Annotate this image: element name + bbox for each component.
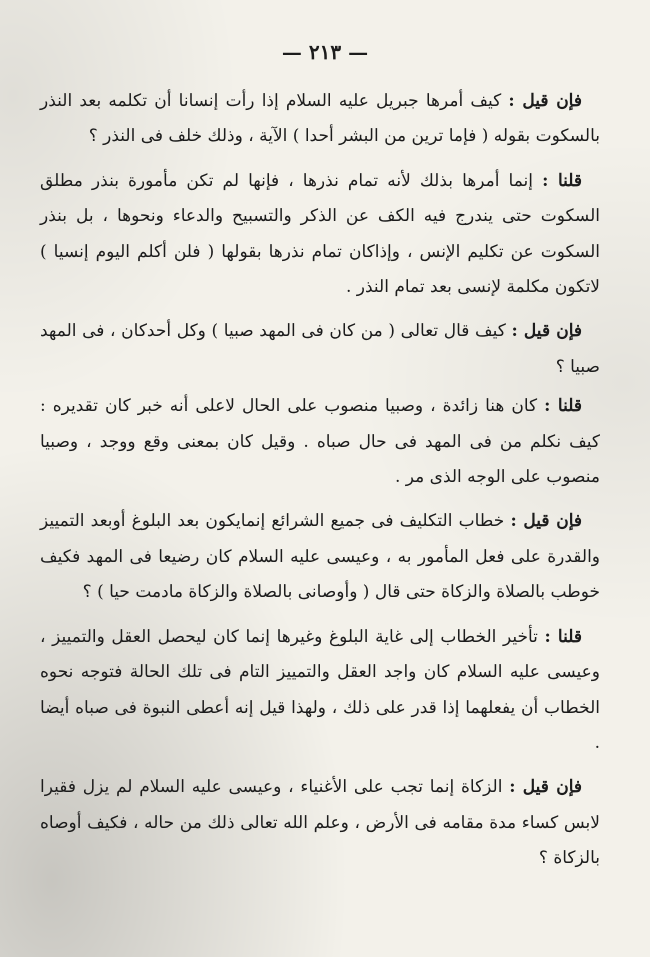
paragraph-text: كيف أمرها جبريل عليه السلام إذا رأت إنسانا أن تكلمه بعد النذر بالسكوت بقوله ( فإما ترين من البشر أحدا ) الآية ، وذلك خلف فى النذر ؟ bbox=[40, 91, 600, 147]
paragraph-text: كان هنا زائدة ، وصبيا منصوب على الحال لاعلى أنه خبر كان تقديره : كيف نكلم من فى المهد فى حال صباه . وقيل كان بمعنى وقع ووجد ، وصبيا منصوب على الوجه الذى مر . bbox=[40, 396, 600, 488]
paragraph-answer-1 bbox=[40, 164, 600, 306]
paragraph-label: قلنا : bbox=[542, 170, 583, 191]
paragraph-text: خطاب التكليف فى جميع الشرائع إنمايكون بعد البلوغ أوبعد التمييز والقدرة على فعل المأمور به ، وعيسى عليه السلام كان رضيعا فى المهد فكيف خوطب بالصلاة والزكاة حتى قال ( وأوصانى بالصلاة والزكاة مادمت حيا ) ؟ bbox=[40, 511, 600, 603]
paragraph-label: قلنا : bbox=[544, 396, 582, 417]
paragraph-question-3 bbox=[40, 504, 600, 610]
paragraph-answer-3 bbox=[40, 620, 600, 762]
page-body bbox=[40, 84, 600, 886]
paragraph-label: فإن قيل : bbox=[510, 511, 582, 532]
page-number: — ٢١٣ — bbox=[281, 40, 369, 64]
paragraph-text: إنما أمرها بذلك لأنه تمام نذرها ، فإنها لم تكن مأمورة بنذر مطلق السكوت حتى يندرج فيه الكف عن الذكر والتسبيح والدعاء ونحوها ، بل بنذر السكوت عن تكليم الإنس ، وإذاكان تمام نذرها بقولها ( فلن أكلم اليوم إنسيا ) لاتكون مكلمة لإنسى بعد تمام النذر . bbox=[40, 170, 600, 298]
paragraph-label: فإن قيل : bbox=[509, 777, 583, 798]
paragraph-text: تأخير الخطاب إلى غاية البلوغ وغيرها إنما كان ليحصل العقل والتمييز ، وعيسى عليه السلام كان واجد العقل والتمييز التام فى تلك الحالة فتوجه نحوه الخطاب أن يفعلهما إذا قدر على ذلك ، ولهذا قيل إنه أعطى النبوة فى صباه أيضا . bbox=[40, 626, 600, 753]
paragraph-text: الزكاة إنما تجب على الأغنياء ، وعيسى عليه السلام لم يزل فقيرا لابس كساء مدة مقامه فى الأرض ، وعلم الله تعالى ذلك من حاله ، فكيف أوصاه بالزكاة ؟ bbox=[40, 777, 600, 869]
paragraph-question-1 bbox=[40, 84, 600, 155]
paragraph-label: فإن قيل : bbox=[508, 91, 582, 111]
paragraph-text: كيف قال تعالى ( من كان فى المهد صبيا ) وكل أحدكان ، فى المهد صبيا ؟ bbox=[40, 321, 600, 377]
paragraph-question-4 bbox=[40, 770, 600, 876]
paragraph-question-2 bbox=[40, 314, 600, 385]
paragraph-answer-2 bbox=[40, 389, 600, 495]
paragraph-label: فإن قيل : bbox=[511, 321, 583, 342]
paragraph-label: قلنا : bbox=[544, 626, 582, 647]
